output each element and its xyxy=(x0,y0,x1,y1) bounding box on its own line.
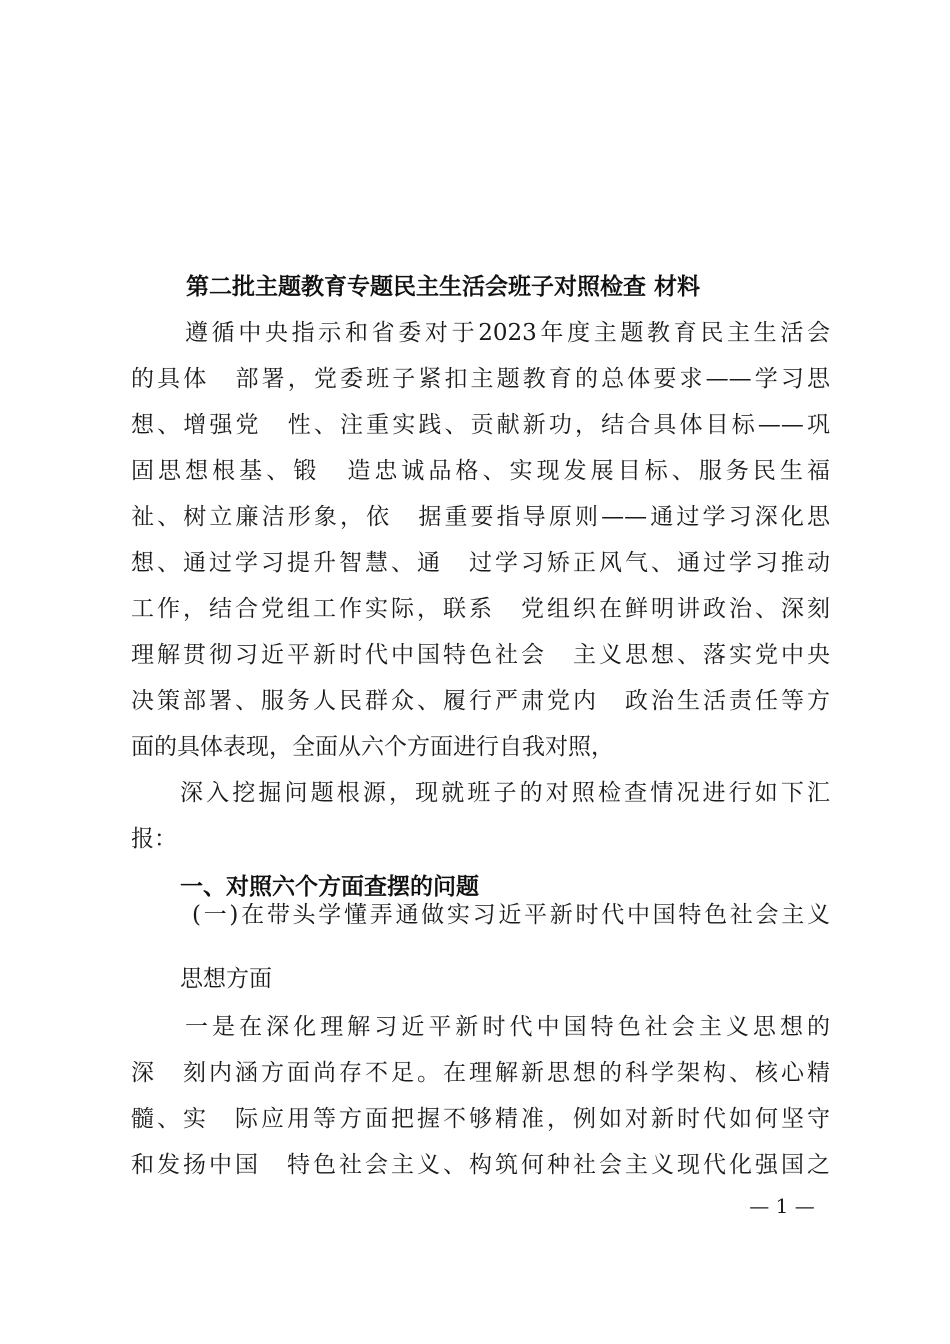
paragraph-line: 报： xyxy=(131,826,177,852)
subsection-heading: (一)在带头学懂弄通做实习近平新时代中国特色社会主义 xyxy=(192,902,830,928)
document-title: 第二批主题教育专题民主生活会班子对照检查 材料 xyxy=(186,273,701,300)
subsection-heading: 思想方面 xyxy=(180,966,272,992)
paragraph-line: 祉、树立廉洁形象，依 据重要指导原则——通过学习深化思 xyxy=(131,504,830,530)
paragraph-line: 工作，结合党组工作实际，联系 党组织在鲜明讲政治、深刻 xyxy=(131,596,830,622)
paragraph-line: 的具体 部署，党委班子紧扣主题教育的总体要求——学习思 xyxy=(131,366,830,392)
section-heading: 一、对照六个方面查摆的问题 xyxy=(180,874,479,900)
paragraph-line: 和发扬中国 特色社会主义、构筑何种社会主义现代化强国之 xyxy=(131,1152,830,1178)
paragraph-line: 面的具体表现，全面从六个方面进行自我对照， xyxy=(131,734,614,760)
paragraph-line: 遵循中央指示和省委对于2023年度主题教育民主生活会 xyxy=(185,320,830,346)
paragraph-line: 想、增强党 性、注重实践、贡献新功，结合具体目标——巩 xyxy=(131,412,830,438)
page-number: — 1 — xyxy=(749,1194,815,1218)
paragraph-line: 理解贯彻习近平新时代中国特色社会 主义思想、落实党中央 xyxy=(131,642,830,668)
paragraph-line: 固思想根基、锻 造忠诚品格、实现发展目标、服务民生福 xyxy=(131,458,830,484)
paragraph-line: 髓、实 际应用等方面把握不够精准，例如对新时代如何坚守 xyxy=(131,1106,830,1132)
paragraph-line: 深入挖掘问题根源，现就班子的对照检查情况进行如下汇 xyxy=(180,780,830,806)
paragraph-line: 一是在深化理解习近平新时代中国特色社会主义思想的 xyxy=(185,1014,830,1040)
paragraph-line: 想、通过学习提升智慧、通 过学习矫正风气、通过学习推动 xyxy=(131,550,830,576)
paragraph-line: 决策部署、服务人民群众、履行严肃党内 政治生活责任等方 xyxy=(131,688,830,714)
paragraph-line: 深 刻内涵方面尚存不足。在理解新思想的科学架构、核心精 xyxy=(131,1060,830,1086)
